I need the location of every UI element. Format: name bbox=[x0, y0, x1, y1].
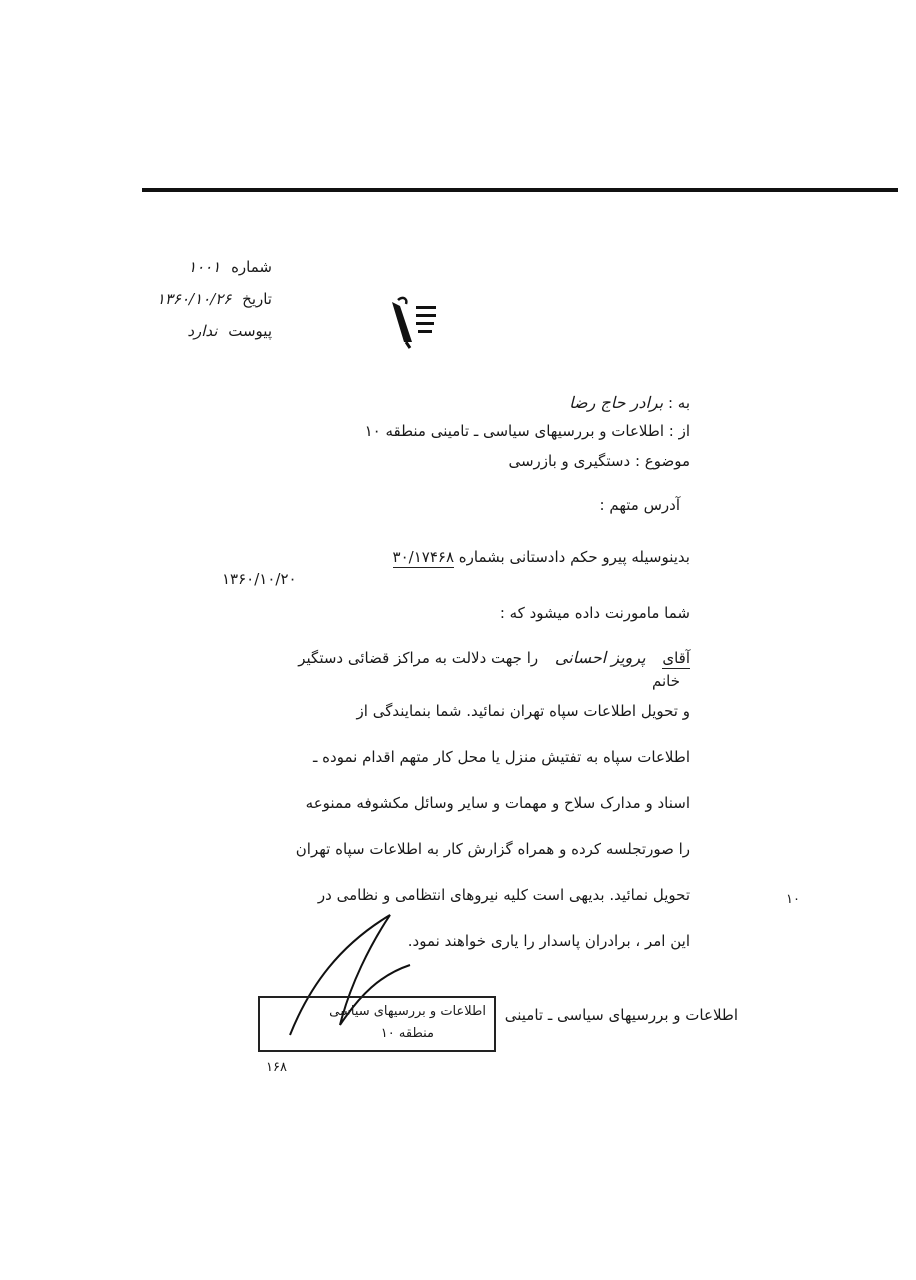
body-line-1 bbox=[393, 548, 690, 566]
letter-number-line bbox=[188, 258, 272, 276]
mr-prefix: آقای bbox=[662, 649, 690, 667]
top-rule bbox=[142, 188, 898, 192]
emblem-icon bbox=[384, 292, 444, 352]
letter-date-line bbox=[157, 290, 272, 308]
body-line-9: این امر ، برادران پاسدار را یاری خواهند نمود. bbox=[407, 932, 690, 950]
attachment-line bbox=[187, 322, 272, 340]
from-line bbox=[365, 422, 690, 440]
body-line-6: اسناد و مدارک سلاح و مهمات و سایر وسائل مکشوفه ممنوعه bbox=[305, 794, 690, 812]
body-line-5: اطلاعات سپاه به تفتیش منزل یا محل کار متهم اقدام نموده ـ bbox=[313, 748, 690, 766]
signature-block-text: اطلاعات و بررسیهای سیاسی ـ تامینی bbox=[504, 1006, 738, 1024]
body-line-1-text: بدینوسیله پیرو حکم دادستانی بشماره bbox=[458, 548, 690, 566]
body-line-3b: خانم bbox=[651, 672, 680, 690]
number-value: ۱۰۰۱ bbox=[188, 258, 221, 276]
margin-mark: ۱۰ bbox=[786, 892, 800, 907]
accused-address-label: آدرس متهم : bbox=[599, 496, 680, 514]
date-value: ۱۳۶۰/۱۰/۲۶ bbox=[156, 290, 232, 308]
body-line-3 bbox=[298, 648, 690, 667]
body-line-4: و تحویل اطلاعات سپاه تهران نمائید. شما بنمایندگی از bbox=[356, 702, 690, 720]
to-label: به : bbox=[667, 394, 690, 412]
body-line-8: تحویل نمائید. بدیهی است کلیه نیروهای انتظامی و نظامی در bbox=[317, 886, 690, 904]
subject-label: موضوع : bbox=[634, 452, 690, 470]
date-label: تاریخ bbox=[242, 290, 272, 308]
body-line-7: را صورتجلسه کرده و همراه گزارش کار به اطلاعات سپاه تهران bbox=[295, 840, 690, 858]
subject-value: دستگیری و بازرسی bbox=[508, 452, 631, 470]
from-label: از : bbox=[668, 422, 690, 440]
attachment-value: ندارد bbox=[187, 322, 218, 340]
accused-name: پرویز احسانی bbox=[554, 648, 646, 667]
attachment-label: پیوست bbox=[228, 322, 272, 340]
body-line-2: شما مامورنت داده میشود که : bbox=[499, 604, 690, 622]
office-stamp bbox=[258, 996, 496, 1052]
stamp-line-1: اطلاعات و بررسیهای سیاسی bbox=[329, 1004, 486, 1019]
case-date: ۱۳۶۰/۱۰/۲۰ bbox=[222, 570, 297, 588]
case-number: ۳۰/۱۷۴۶۸ bbox=[392, 548, 454, 566]
subject-line bbox=[508, 452, 690, 470]
from-value: اطلاعات و بررسیهای سیاسی ـ تامینی منطقه ۱۰ bbox=[364, 422, 664, 440]
to-line bbox=[569, 393, 690, 412]
stamp-line-2: منطقه ۱۰ bbox=[380, 1026, 434, 1041]
body-line-3-rest: را جهت دلالت به مراکز قضائی دستگیر bbox=[298, 649, 539, 667]
to-value: برادر حاج رضا bbox=[569, 393, 664, 412]
stamp-number: ۱۶۸ bbox=[266, 1060, 287, 1075]
number-label: شماره bbox=[231, 258, 272, 276]
